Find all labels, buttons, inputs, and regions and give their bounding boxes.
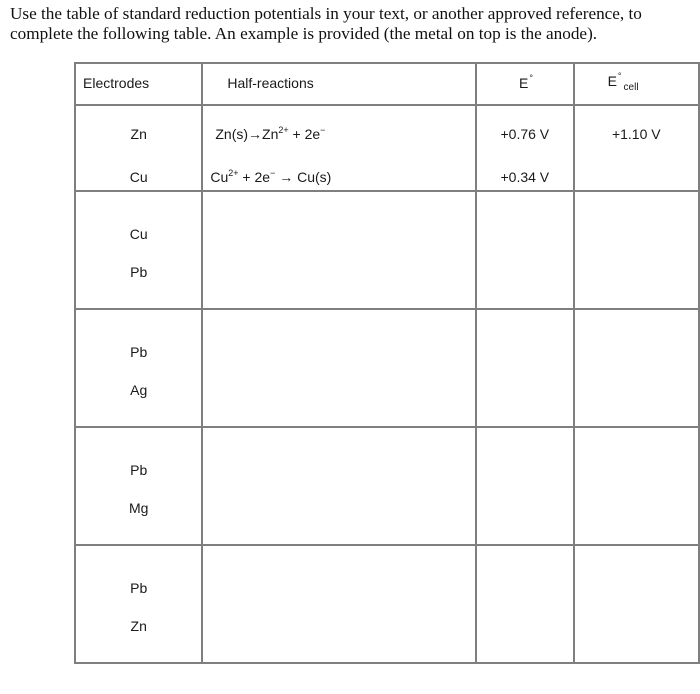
half-reactions-blank-cell[interactable] — [202, 427, 476, 545]
example-half-reactions-cell — [202, 105, 476, 191]
electrode-bottom: Pb — [130, 264, 148, 280]
table-row — [75, 545, 699, 663]
half-reactions-blank-cell[interactable] — [202, 545, 476, 663]
electrodes-cell — [75, 191, 202, 309]
electrode-bottom: Zn — [130, 618, 147, 634]
e-cell-blank-cell[interactable] — [574, 545, 699, 663]
header-half-reactions-label: Half-reactions — [227, 75, 314, 91]
header-e-cell-label — [607, 71, 639, 93]
electrodes-cell — [75, 309, 202, 427]
e-blank-cell[interactable] — [476, 427, 574, 545]
example-row — [75, 105, 699, 191]
cathode-ion-charge: 2+ — [228, 168, 239, 178]
table-header-row — [75, 63, 699, 105]
half-reactions-blank-cell[interactable] — [202, 309, 476, 427]
e-symbol: E — [519, 75, 529, 91]
e-cell-blank-cell[interactable] — [574, 427, 699, 545]
cathode-reaction-rhs: → Cu(s) — [275, 169, 332, 185]
example-e-cathode: +0.34 V — [500, 169, 550, 185]
e-cell-blank-cell[interactable] — [574, 309, 699, 427]
e-cell-degree-mark: ° — [617, 71, 622, 81]
header-electrodes-label: Electrodes — [83, 75, 150, 91]
e-cell-blank-cell[interactable] — [574, 191, 699, 309]
example-ecell-cell — [574, 105, 699, 191]
anode-reaction-lhs: Zn(s)→Zn — [215, 126, 279, 142]
instructions-text: Use the table of standard reduction potentials in your text, or another approved reference, to complete the following table. An example is provided (the metal on top is the anode). — [10, 4, 642, 43]
example-anode: Zn — [130, 126, 147, 142]
example-e-anode: +0.76 V — [500, 126, 550, 142]
anode-reaction-rhs: + 2e — [288, 126, 321, 142]
electrodes-cell — [75, 545, 202, 663]
electrode-bottom: Mg — [128, 500, 149, 516]
example-e-cell-value: +1.10 V — [611, 126, 661, 142]
e-blank-cell[interactable] — [476, 309, 574, 427]
electrode-top: Cu — [129, 226, 148, 242]
example-cathode-half-reaction — [210, 169, 331, 185]
header-e — [476, 63, 574, 105]
electrode-top: Pb — [130, 344, 148, 360]
anode-electron-sign: − — [320, 125, 326, 135]
example-e-cell — [476, 105, 574, 191]
electrode-top: Pb — [130, 462, 148, 478]
electrode-top: Pb — [130, 580, 148, 596]
cathode-reaction-mid: + 2e — [238, 169, 271, 185]
e-cell-subscript: cell — [623, 82, 639, 93]
header-half-reactions — [202, 63, 476, 105]
header-electrodes — [75, 63, 202, 105]
table-row — [75, 309, 699, 427]
example-electrodes-cell — [75, 105, 202, 191]
e-blank-cell[interactable] — [476, 545, 574, 663]
header-e-label — [519, 75, 533, 91]
e-cell-symbol: E — [607, 73, 617, 89]
cathode-reaction-lhs: Cu — [210, 169, 229, 185]
table-row — [75, 191, 699, 309]
anode-ion-charge: 2+ — [278, 125, 289, 135]
half-reactions-blank-cell[interactable] — [202, 191, 476, 309]
example-anode-half-reaction — [215, 126, 325, 142]
electrodes-cell — [75, 427, 202, 545]
header-e-cell — [574, 63, 699, 105]
e-blank-cell[interactable] — [476, 191, 574, 309]
degree-mark: ° — [529, 73, 533, 83]
table-row — [75, 427, 699, 545]
cathode-electron-sign: − — [270, 168, 276, 178]
example-cathode: Cu — [129, 169, 148, 185]
electrode-bottom: Ag — [130, 382, 148, 398]
reduction-potentials-table — [74, 62, 700, 664]
